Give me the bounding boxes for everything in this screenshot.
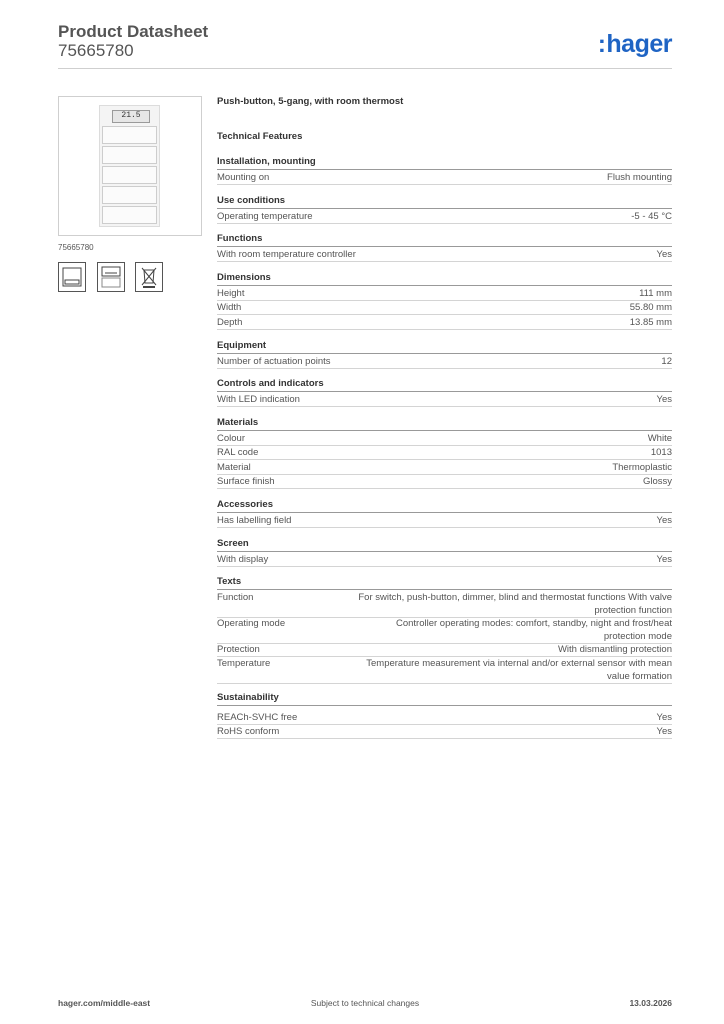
display-icon (97, 262, 125, 292)
spec-row: Temperature Temperature measurement via internal and/or external sensor with mean value formation (217, 658, 672, 682)
hager-logo: :hager (597, 30, 672, 58)
document-number: 75665780 (58, 41, 134, 60)
section-title: Sustainability (217, 692, 672, 706)
spec-row: Depth 13.85 mm (217, 317, 672, 328)
flush-mount-icon (58, 262, 86, 292)
spec-row: Operating mode Controller operating modes: comfort, standby, night and frost/heat protection mode (217, 618, 672, 642)
weee-bin-icon (135, 262, 163, 292)
spec-row: Surface finish Glossy (217, 476, 672, 487)
spec-row: With display Yes (217, 554, 672, 565)
section-title: Screen (217, 538, 672, 552)
section-title: Texts (217, 576, 672, 590)
document-title: Product Datasheet (58, 22, 209, 41)
spec-row: RAL code 1013 (217, 447, 672, 458)
footer-date: 13.03.2026 (629, 998, 672, 1008)
spec-row: Width 55.80 mm (217, 302, 672, 313)
device-key (102, 146, 157, 164)
spec-row: RoHS conform Yes (217, 726, 672, 737)
image-reference: 75665780 (58, 243, 94, 252)
spec-row: Operating temperature -5 - 45 °C (217, 211, 672, 222)
spec-row: With LED indication Yes (217, 394, 672, 405)
footer-note: Subject to technical changes (310, 998, 420, 1008)
section-title: Accessories (217, 499, 672, 513)
spec-row: Colour White (217, 433, 672, 444)
section-title: Dimensions (217, 272, 672, 286)
spec-row: Mounting on Flush mounting (217, 172, 672, 183)
spec-row: Material Thermoplastic (217, 462, 672, 473)
device-key (102, 166, 157, 184)
section-title: Use conditions (217, 195, 672, 209)
spec-row: Number of actuation points 12 (217, 356, 672, 367)
spec-row: With room temperature controller Yes (217, 249, 672, 260)
product-name: Push-button, 5-gang, with room thermost (217, 96, 404, 107)
technical-features-heading: Technical Features (217, 131, 303, 142)
header-divider (58, 68, 672, 69)
section-title: Installation, mounting (217, 156, 672, 170)
header (58, 22, 208, 60)
spec-row: Has labelling field Yes (217, 515, 672, 526)
device-display: 21.5 (112, 110, 150, 123)
spec-row: Protection With dismantling protection (217, 644, 672, 655)
section-title: Materials (217, 417, 672, 431)
section-title: Equipment (217, 340, 672, 354)
section-title: Functions (217, 233, 672, 247)
spec-row: Function For switch, push-button, dimmer, blind and thermostat functions With valve protection function (217, 592, 672, 616)
website-link[interactable]: hager.com/middle-east (58, 998, 151, 1008)
device-key (102, 206, 157, 224)
device-key (102, 186, 157, 204)
device-illustration (99, 105, 160, 227)
spec-row: REACh-SVHC free Yes (217, 712, 672, 723)
section-title: Controls and indicators (217, 378, 672, 392)
product-image (58, 96, 202, 236)
spec-row: Height 111 mm (217, 288, 672, 299)
device-key (102, 126, 157, 144)
